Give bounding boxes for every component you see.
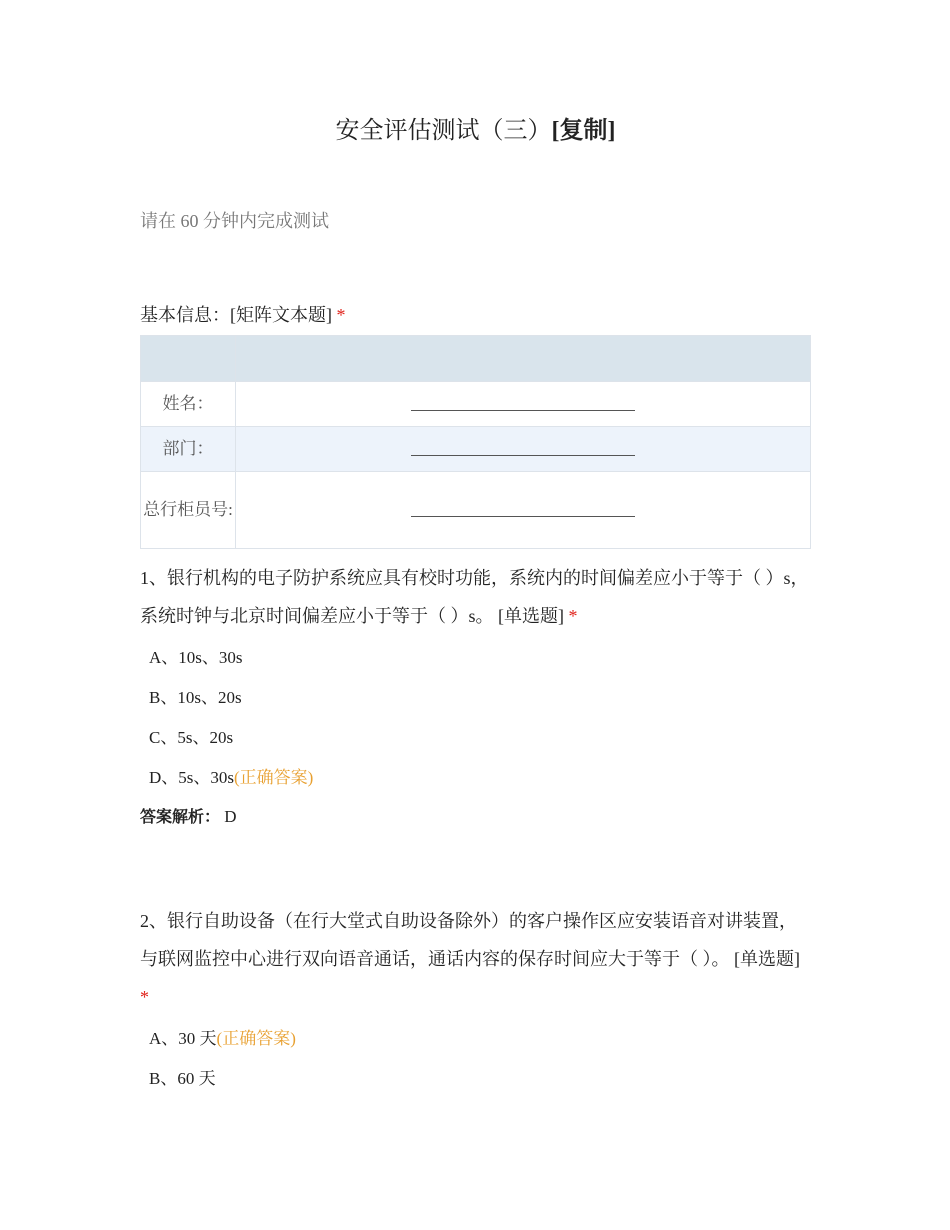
option-b[interactable]: B、60 天 (149, 1069, 216, 1088)
option-c[interactable]: C、5s、20s (149, 728, 234, 747)
page-title (140, 110, 811, 145)
question-type: [单选题] (498, 606, 565, 626)
option-a[interactable]: A、10s、30s (149, 648, 243, 667)
question-stem: 2、银行自助设备（在行大堂式自助设备除外）的客户操作区应安装语音对讲装置，与联网监控中心进行双向语音通话，通话内容的保存时间应大于等于（ ）。 (140, 911, 797, 969)
title-main: 安全评估测试（三） (335, 118, 552, 144)
department-field[interactable] (411, 437, 635, 456)
required-marker: * (568, 606, 578, 626)
matrix-row-label: 部门： (141, 427, 236, 472)
required-marker: * (336, 305, 346, 325)
correct-answer-tag: (正确答案) (234, 768, 314, 787)
basic-info-matrix (140, 335, 811, 549)
title-suffix: [复制] (551, 118, 616, 144)
option-d-text: D、5s、30s (149, 768, 235, 787)
option-a-text: A、30 天 (149, 1029, 217, 1048)
question-1 (140, 559, 811, 836)
option-d[interactable] (140, 758, 811, 798)
option-a[interactable] (140, 1019, 811, 1059)
matrix-row-label: 姓名： (141, 382, 236, 427)
question-stem: 1、银行机构的电子防护系统应具有校时功能，系统内的时间偏差应小于等于（ ）s，系统时钟与北京时间偏差应小于等于（ ）s。 (140, 568, 809, 626)
answer-analysis (140, 798, 811, 836)
page-subtitle: 请在 60 分钟内完成测试 (140, 211, 329, 231)
name-field[interactable] (411, 392, 635, 411)
matrix-row-name (141, 382, 811, 427)
required-marker: * (140, 987, 149, 1007)
teller-id-field[interactable] (411, 498, 635, 517)
matrix-row-teller-id (141, 472, 811, 549)
matrix-label-text: 基本信息：[矩阵文本题] (140, 305, 332, 325)
analysis-value: D (224, 807, 237, 826)
question-text (140, 902, 811, 1016)
question-type: [单选题] (734, 949, 800, 969)
analysis-label: 答案解析： (140, 807, 221, 826)
matrix-question-label (140, 296, 346, 334)
correct-answer-tag: (正确答案) (216, 1029, 296, 1048)
matrix-header-row (141, 336, 811, 382)
matrix-row-department (141, 427, 811, 472)
option-b[interactable]: B、10s、20s (149, 688, 242, 707)
matrix-row-label: 总行柜员号: (141, 472, 236, 549)
question-text (140, 559, 811, 635)
question-2 (140, 902, 811, 1099)
